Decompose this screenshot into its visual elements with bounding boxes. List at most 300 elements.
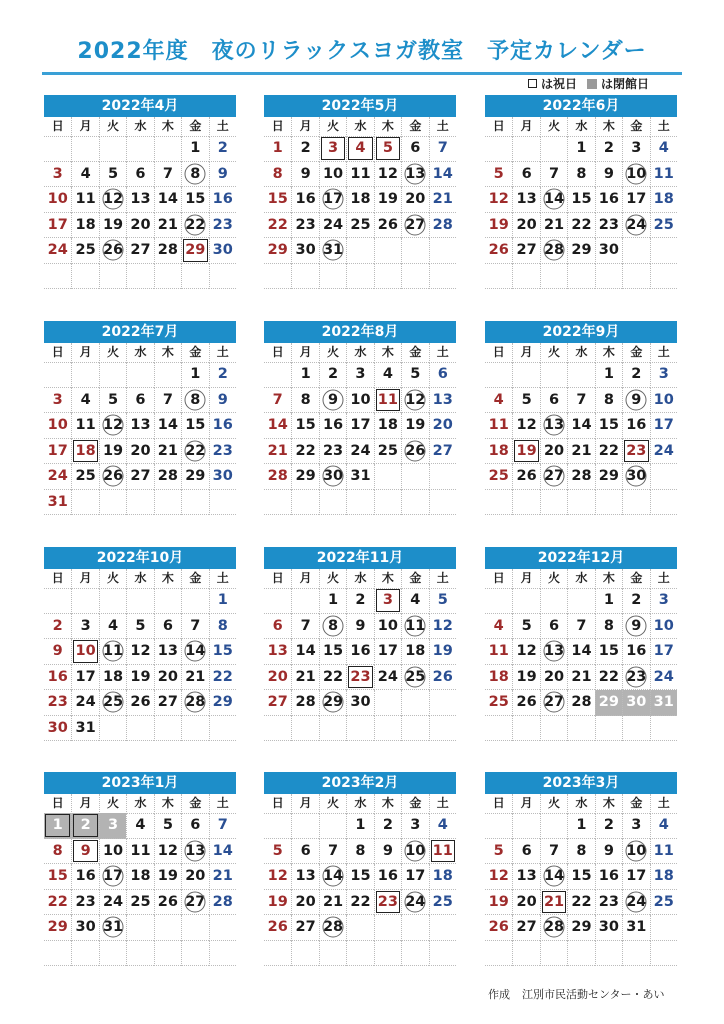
day-cell: 13 <box>540 413 567 439</box>
month-header: 2023年1月 <box>44 772 236 794</box>
day-cell: 15 <box>567 187 594 213</box>
day-cell: 15 <box>264 187 291 213</box>
empty-cell <box>512 490 539 516</box>
weekday-label: 水 <box>126 343 153 363</box>
day-cell: 11 <box>71 187 98 213</box>
day-cell: 16 <box>622 639 649 665</box>
day-cell: 25 <box>374 439 401 465</box>
day-cell: 28 <box>291 690 318 716</box>
weekday-row <box>44 569 236 588</box>
day-cell: 18 <box>485 665 512 691</box>
day-cell: 27 <box>540 690 567 716</box>
month-block <box>44 547 236 741</box>
day-cell: 12 <box>512 413 539 439</box>
empty-cell <box>374 238 401 264</box>
day-cell: 6 <box>181 813 208 839</box>
empty-cell <box>71 136 98 162</box>
empty-cell <box>429 915 456 941</box>
day-cell: 21 <box>540 890 567 916</box>
day-cell: 28 <box>181 690 208 716</box>
empty-cell <box>264 941 291 967</box>
day-cell: 22 <box>595 439 622 465</box>
day-cell: 29 <box>595 464 622 490</box>
weekday-label: 水 <box>126 569 153 589</box>
empty-cell <box>346 264 373 290</box>
month-header: 2023年2月 <box>264 772 456 794</box>
day-cell: 11 <box>99 639 126 665</box>
weekday-label: 火 <box>319 794 346 814</box>
empty-cell <box>485 136 512 162</box>
day-cell: 12 <box>512 639 539 665</box>
weekday-label: 日 <box>44 343 71 363</box>
day-cell: 8 <box>291 388 318 414</box>
empty-cell <box>209 264 236 290</box>
empty-cell <box>181 588 208 614</box>
weekday-label: 月 <box>71 794 98 814</box>
empty-cell <box>595 264 622 290</box>
empty-cell <box>126 716 153 742</box>
day-cell: 10 <box>71 639 98 665</box>
day-cell: 27 <box>401 213 428 239</box>
weekday-label: 日 <box>485 794 512 814</box>
day-cell: 6 <box>429 362 456 388</box>
day-cell: 19 <box>99 439 126 465</box>
day-cell: 17 <box>374 639 401 665</box>
day-cell: 25 <box>126 890 153 916</box>
weekday-row <box>264 794 456 813</box>
day-cell: 27 <box>512 238 539 264</box>
day-cell: 2 <box>209 362 236 388</box>
weekday-label: 土 <box>429 794 456 814</box>
day-cell: 15 <box>181 187 208 213</box>
day-cell: 23 <box>595 890 622 916</box>
day-cell: 2 <box>319 362 346 388</box>
day-cell: 4 <box>346 136 373 162</box>
day-cell: 20 <box>540 439 567 465</box>
day-cell: 11 <box>485 413 512 439</box>
day-cell: 19 <box>99 213 126 239</box>
day-cell: 11 <box>485 639 512 665</box>
day-cell: 4 <box>71 388 98 414</box>
empty-cell <box>44 264 71 290</box>
day-cell: 19 <box>485 213 512 239</box>
weekday-label: 土 <box>650 343 677 363</box>
weekday-row <box>44 117 236 136</box>
empty-cell <box>374 716 401 742</box>
empty-cell <box>154 588 181 614</box>
empty-cell <box>650 716 677 742</box>
day-cell: 21 <box>154 439 181 465</box>
day-cell: 10 <box>374 614 401 640</box>
day-cell: 2 <box>622 362 649 388</box>
day-cell: 5 <box>126 614 153 640</box>
empty-cell <box>429 690 456 716</box>
weekday-label: 火 <box>540 569 567 589</box>
day-cell: 3 <box>650 588 677 614</box>
day-cell: 2 <box>622 588 649 614</box>
day-cell: 11 <box>346 162 373 188</box>
day-cell: 22 <box>346 890 373 916</box>
weekday-label: 月 <box>512 569 539 589</box>
day-cell: 17 <box>71 665 98 691</box>
day-cell: 24 <box>44 238 71 264</box>
weekday-label: 木 <box>595 794 622 814</box>
day-cell: 26 <box>485 915 512 941</box>
weekday-label: 月 <box>71 569 98 589</box>
day-cell: 8 <box>567 839 594 865</box>
weekday-row <box>264 117 456 136</box>
day-cell: 5 <box>99 162 126 188</box>
day-cell: 4 <box>485 614 512 640</box>
day-cell: 14 <box>181 639 208 665</box>
day-cell: 30 <box>44 716 71 742</box>
day-cell: 1 <box>264 136 291 162</box>
weekday-label: 水 <box>346 343 373 363</box>
day-grid <box>485 136 677 289</box>
weekday-label: 火 <box>540 794 567 814</box>
day-cell: 25 <box>71 238 98 264</box>
day-cell: 23 <box>595 213 622 239</box>
empty-cell <box>622 941 649 967</box>
day-cell: 17 <box>346 413 373 439</box>
day-cell: 21 <box>567 665 594 691</box>
weekday-label: 土 <box>209 569 236 589</box>
day-cell: 12 <box>126 639 153 665</box>
day-cell: 19 <box>126 665 153 691</box>
day-cell: 13 <box>126 187 153 213</box>
day-cell: 16 <box>374 864 401 890</box>
weekday-label: 月 <box>71 343 98 363</box>
empty-cell <box>567 716 594 742</box>
weekday-label: 土 <box>209 794 236 814</box>
day-cell: 14 <box>429 162 456 188</box>
day-cell: 2 <box>595 136 622 162</box>
empty-cell <box>181 716 208 742</box>
day-cell: 12 <box>401 388 428 414</box>
weekday-label: 金 <box>181 343 208 363</box>
empty-cell <box>595 490 622 516</box>
day-cell: 4 <box>374 362 401 388</box>
day-cell: 8 <box>181 162 208 188</box>
empty-cell <box>264 362 291 388</box>
weekday-label: 日 <box>485 343 512 363</box>
month-header: 2022年4月 <box>44 95 236 117</box>
day-cell: 24 <box>374 665 401 691</box>
empty-cell <box>264 264 291 290</box>
day-cell: 26 <box>126 690 153 716</box>
day-cell: 22 <box>291 439 318 465</box>
empty-cell <box>401 915 428 941</box>
weekday-label: 水 <box>567 569 594 589</box>
day-cell: 5 <box>485 839 512 865</box>
day-cell: 15 <box>346 864 373 890</box>
day-cell: 15 <box>319 639 346 665</box>
day-cell: 31 <box>650 690 677 716</box>
empty-cell <box>485 362 512 388</box>
empty-cell <box>126 941 153 967</box>
empty-cell <box>99 941 126 967</box>
day-grid <box>44 136 236 289</box>
day-cell: 23 <box>209 213 236 239</box>
day-cell: 8 <box>181 388 208 414</box>
day-cell: 14 <box>540 187 567 213</box>
day-cell: 30 <box>209 464 236 490</box>
weekday-label: 水 <box>346 569 373 589</box>
day-cell: 3 <box>346 362 373 388</box>
day-cell: 2 <box>71 813 98 839</box>
day-cell: 27 <box>126 238 153 264</box>
month-header: 2022年10月 <box>44 547 236 569</box>
weekday-label: 金 <box>401 794 428 814</box>
day-cell: 1 <box>319 588 346 614</box>
empty-cell <box>429 490 456 516</box>
day-cell: 25 <box>401 665 428 691</box>
weekday-label: 月 <box>512 794 539 814</box>
day-cell: 4 <box>485 388 512 414</box>
day-cell: 27 <box>291 915 318 941</box>
empty-cell <box>346 941 373 967</box>
day-cell: 28 <box>567 690 594 716</box>
empty-cell <box>374 941 401 967</box>
weekday-label: 日 <box>485 569 512 589</box>
weekday-row <box>485 343 677 362</box>
empty-cell <box>401 464 428 490</box>
day-cell: 8 <box>319 614 346 640</box>
weekday-label: 木 <box>374 343 401 363</box>
empty-cell <box>291 588 318 614</box>
day-cell: 19 <box>401 413 428 439</box>
month-block <box>264 772 456 966</box>
day-cell: 24 <box>401 890 428 916</box>
empty-cell <box>650 490 677 516</box>
weekday-label: 火 <box>319 569 346 589</box>
day-cell: 13 <box>264 639 291 665</box>
day-cell: 11 <box>401 614 428 640</box>
day-cell: 22 <box>595 665 622 691</box>
day-cell: 15 <box>595 639 622 665</box>
day-cell: 7 <box>319 839 346 865</box>
day-cell: 4 <box>71 162 98 188</box>
day-cell: 9 <box>291 162 318 188</box>
day-cell: 19 <box>429 639 456 665</box>
weekday-label: 木 <box>374 117 401 137</box>
day-cell: 8 <box>209 614 236 640</box>
empty-cell <box>512 588 539 614</box>
weekday-label: 金 <box>181 117 208 137</box>
empty-cell <box>154 941 181 967</box>
day-cell: 10 <box>99 839 126 865</box>
day-cell: 14 <box>154 413 181 439</box>
weekday-label: 火 <box>99 343 126 363</box>
weekday-label: 水 <box>567 343 594 363</box>
day-cell: 6 <box>126 162 153 188</box>
weekday-label: 火 <box>99 569 126 589</box>
day-cell: 18 <box>485 439 512 465</box>
empty-cell <box>209 716 236 742</box>
empty-cell <box>650 941 677 967</box>
day-cell: 24 <box>44 464 71 490</box>
weekday-label: 火 <box>540 343 567 363</box>
day-cell: 2 <box>595 813 622 839</box>
day-cell: 30 <box>595 238 622 264</box>
day-cell: 20 <box>512 213 539 239</box>
empty-cell <box>291 716 318 742</box>
footer <box>488 986 665 1002</box>
day-cell: 8 <box>346 839 373 865</box>
day-cell: 2 <box>44 614 71 640</box>
day-cell: 3 <box>374 588 401 614</box>
weekday-label: 月 <box>512 343 539 363</box>
day-cell: 31 <box>319 238 346 264</box>
day-cell: 21 <box>154 213 181 239</box>
day-cell: 21 <box>291 665 318 691</box>
empty-cell <box>291 941 318 967</box>
day-cell: 6 <box>512 162 539 188</box>
empty-cell <box>401 238 428 264</box>
day-cell: 13 <box>401 162 428 188</box>
month-block <box>44 95 236 289</box>
empty-cell <box>99 716 126 742</box>
day-cell: 7 <box>567 614 594 640</box>
weekday-label: 土 <box>429 569 456 589</box>
empty-cell <box>71 362 98 388</box>
day-cell: 27 <box>264 690 291 716</box>
weekday-label: 日 <box>44 569 71 589</box>
holiday-box-icon <box>528 79 537 88</box>
empty-cell <box>346 490 373 516</box>
day-cell: 28 <box>264 464 291 490</box>
empty-cell <box>512 813 539 839</box>
day-cell: 29 <box>181 464 208 490</box>
day-cell: 29 <box>567 915 594 941</box>
day-cell: 16 <box>71 864 98 890</box>
day-cell: 14 <box>154 187 181 213</box>
day-cell: 20 <box>429 413 456 439</box>
day-cell: 20 <box>154 665 181 691</box>
day-cell: 20 <box>512 890 539 916</box>
day-cell: 12 <box>374 162 401 188</box>
day-cell: 30 <box>319 464 346 490</box>
day-cell: 13 <box>429 388 456 414</box>
day-cell: 17 <box>99 864 126 890</box>
day-cell: 1 <box>346 813 373 839</box>
weekday-label: 金 <box>622 794 649 814</box>
weekday-row <box>264 343 456 362</box>
empty-cell <box>291 264 318 290</box>
closed-square-icon <box>587 79 597 89</box>
empty-cell <box>126 264 153 290</box>
day-cell: 1 <box>181 136 208 162</box>
month-header: 2022年6月 <box>485 95 677 117</box>
empty-cell <box>540 490 567 516</box>
day-cell: 6 <box>540 614 567 640</box>
day-cell: 5 <box>264 839 291 865</box>
empty-cell <box>540 362 567 388</box>
day-cell: 17 <box>319 187 346 213</box>
day-cell: 2 <box>346 588 373 614</box>
empty-cell <box>650 464 677 490</box>
day-cell: 23 <box>346 665 373 691</box>
month-block <box>264 95 456 289</box>
day-cell: 26 <box>264 915 291 941</box>
day-cell: 3 <box>650 362 677 388</box>
day-cell: 24 <box>346 439 373 465</box>
empty-cell <box>71 941 98 967</box>
day-cell: 30 <box>71 915 98 941</box>
day-cell: 23 <box>319 439 346 465</box>
day-cell: 13 <box>181 839 208 865</box>
day-cell: 18 <box>374 413 401 439</box>
day-cell: 29 <box>319 690 346 716</box>
empty-cell <box>567 264 594 290</box>
day-cell: 22 <box>264 213 291 239</box>
day-cell: 26 <box>374 213 401 239</box>
month-header: 2022年9月 <box>485 321 677 343</box>
day-cell: 16 <box>319 413 346 439</box>
empty-cell <box>485 716 512 742</box>
day-cell: 21 <box>540 213 567 239</box>
empty-cell <box>540 264 567 290</box>
day-cell: 24 <box>71 690 98 716</box>
day-cell: 24 <box>622 213 649 239</box>
day-cell: 25 <box>429 890 456 916</box>
empty-cell <box>374 690 401 716</box>
day-cell: 7 <box>567 388 594 414</box>
weekday-label: 水 <box>567 794 594 814</box>
page-title: 2022年度 夜のリラックスヨガ教室 予定カレンダー <box>77 39 647 64</box>
day-cell: 29 <box>181 238 208 264</box>
day-cell: 11 <box>374 388 401 414</box>
empty-cell <box>595 716 622 742</box>
day-cell: 18 <box>650 187 677 213</box>
month-header: 2023年3月 <box>485 772 677 794</box>
day-cell: 26 <box>99 238 126 264</box>
weekday-label: 火 <box>319 343 346 363</box>
day-cell: 14 <box>291 639 318 665</box>
day-cell: 11 <box>429 839 456 865</box>
day-cell: 27 <box>154 690 181 716</box>
day-cell: 14 <box>264 413 291 439</box>
day-cell: 12 <box>485 187 512 213</box>
empty-cell <box>346 716 373 742</box>
empty-cell <box>429 264 456 290</box>
empty-cell <box>401 264 428 290</box>
day-cell: 7 <box>429 136 456 162</box>
day-cell: 14 <box>567 413 594 439</box>
day-cell: 6 <box>154 614 181 640</box>
day-cell: 23 <box>44 690 71 716</box>
weekday-label: 日 <box>264 569 291 589</box>
empty-cell <box>429 716 456 742</box>
day-cell: 31 <box>44 490 71 516</box>
weekday-label: 火 <box>540 117 567 137</box>
day-cell: 12 <box>99 413 126 439</box>
day-cell: 26 <box>401 439 428 465</box>
day-cell: 28 <box>429 213 456 239</box>
day-cell: 13 <box>512 187 539 213</box>
empty-cell <box>71 588 98 614</box>
weekday-label: 土 <box>429 343 456 363</box>
empty-cell <box>622 238 649 264</box>
empty-cell <box>429 464 456 490</box>
day-cell: 18 <box>126 864 153 890</box>
day-grid <box>485 362 677 515</box>
day-cell: 10 <box>650 614 677 640</box>
empty-cell <box>209 915 236 941</box>
day-cell: 6 <box>512 839 539 865</box>
day-cell: 17 <box>401 864 428 890</box>
weekday-label: 月 <box>291 117 318 137</box>
